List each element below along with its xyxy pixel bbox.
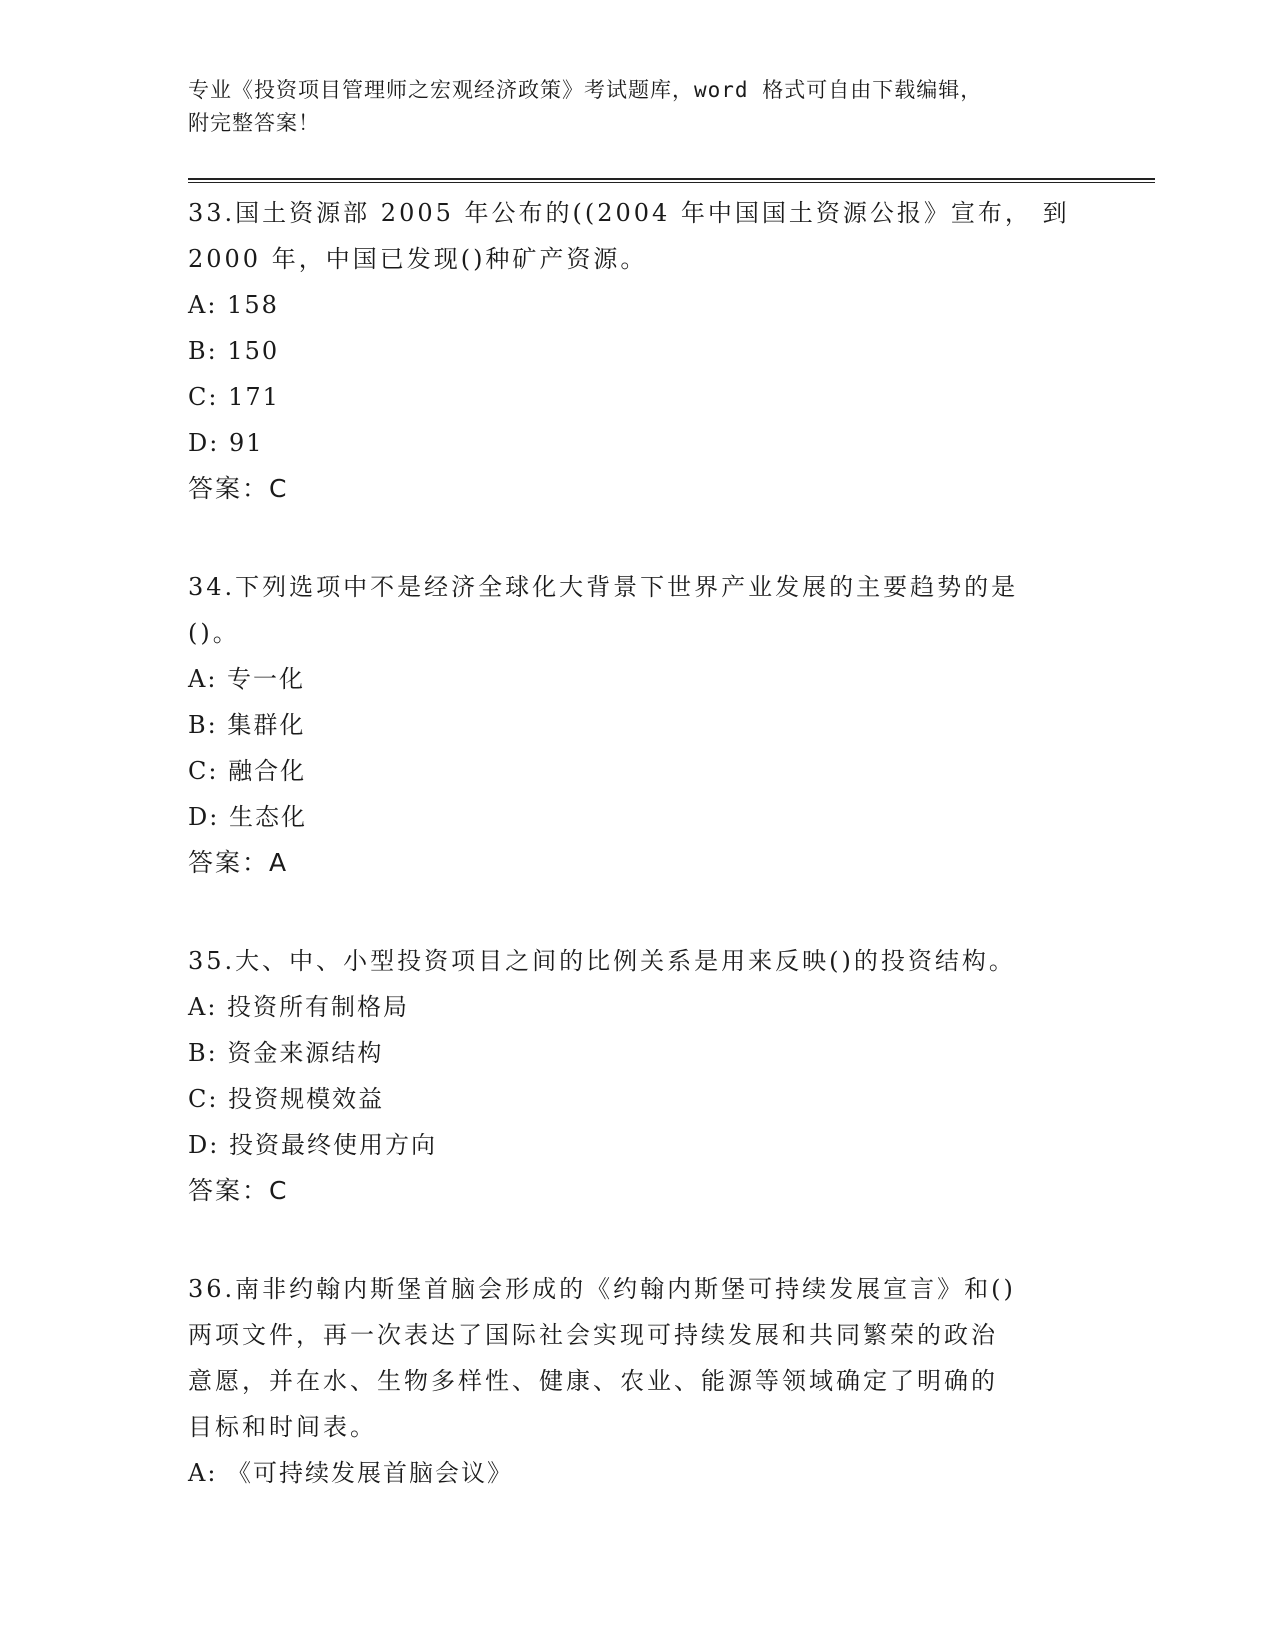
option-a: A: 《可持续发展首脑会议》	[188, 1459, 514, 1487]
header-line: 专业《投资项目管理师之宏观经济政策》考试题库，word 格式可自由下载编辑，	[188, 78, 983, 102]
header-line: 附完整答案！	[188, 111, 320, 135]
question-stem-line: 2000 年，中国已发现()种矿产资源。	[188, 245, 648, 273]
question-35	[188, 938, 1088, 1214]
option-c: C: 171	[188, 383, 280, 411]
question-stem-line: 目标和时间表。	[188, 1413, 377, 1441]
question-stem	[188, 1266, 1088, 1450]
option-c: C: 融合化	[188, 757, 307, 785]
option-d: D: 生态化	[188, 803, 307, 831]
question-stem-line: 两项文件，再一次表达了国际社会实现可持续发展和共同繁荣的政治	[188, 1321, 998, 1349]
option-a: A: 投资所有制格局	[188, 993, 410, 1021]
option-c: C: 投资规模效益	[188, 1085, 385, 1113]
answer-text: 答案：C	[188, 1176, 289, 1205]
question-list	[188, 190, 1088, 1548]
question-stem-line: 34.下列选项中不是经济全球化大背景下世界产业发展的主要趋势的是	[188, 573, 1019, 601]
question-stem-line: 35.大、中、小型投资项目之间的比例关系是用来反映()的投资结构。	[188, 947, 1016, 975]
question-stem	[188, 564, 1088, 656]
header-divider	[188, 178, 1155, 183]
question-stem-line: ()。	[188, 619, 240, 647]
question-stem-line: 33.国土资源部 2005 年公布的((2004 年中国国土资源公报》宣布， 到	[188, 199, 1070, 227]
answer-text: 答案：A	[188, 848, 289, 877]
document-header	[188, 74, 1068, 140]
question-34	[188, 564, 1088, 886]
question-stem-line: 意愿，并在水、生物多样性、健康、农业、能源等领域确定了明确的	[188, 1367, 998, 1395]
question-stem	[188, 190, 1088, 282]
option-a: A: 专一化	[188, 665, 306, 693]
option-b: B: 集群化	[188, 711, 306, 739]
question-36	[188, 1266, 1088, 1496]
question-stem	[188, 938, 1088, 984]
option-a: A: 158	[188, 291, 279, 319]
option-b: B: 资金来源结构	[188, 1039, 384, 1067]
option-b: B: 150	[188, 337, 280, 365]
option-d: D: 投资最终使用方向	[188, 1131, 437, 1159]
answer-text: 答案：C	[188, 474, 289, 503]
option-d: D: 91	[188, 429, 264, 457]
question-stem-line: 36.南非约翰内斯堡首脑会形成的《约翰内斯堡可持续发展宣言》和()	[188, 1275, 1016, 1303]
question-33	[188, 190, 1088, 512]
